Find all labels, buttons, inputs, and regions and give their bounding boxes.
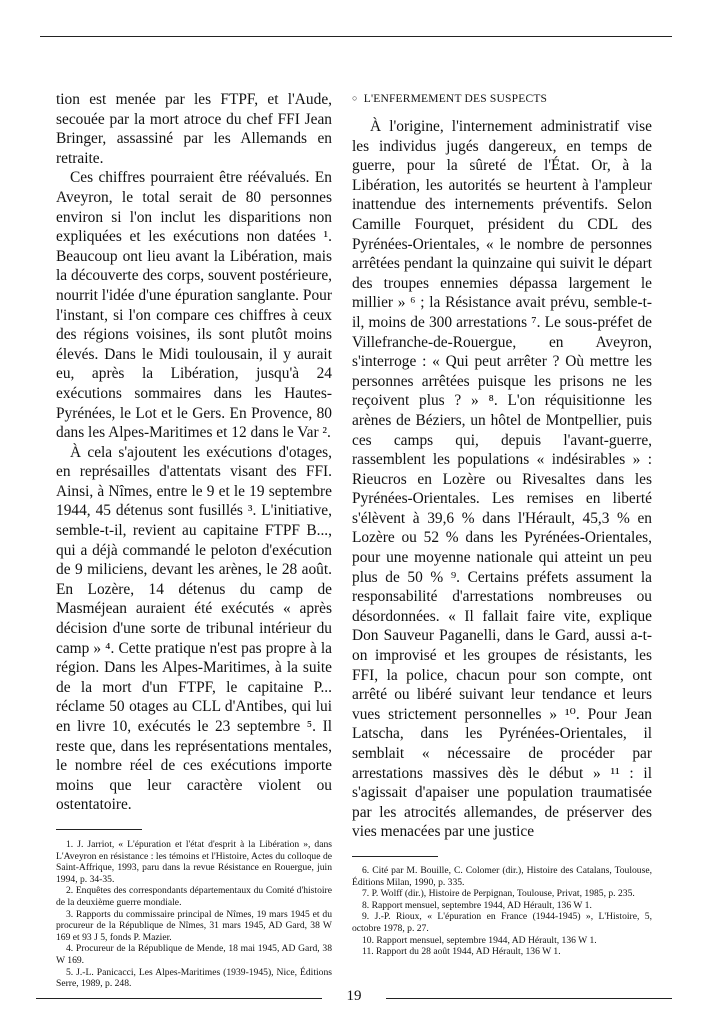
page-number: 19 — [346, 988, 362, 1004]
footnote-rule — [352, 856, 438, 857]
footnote: 2. Enquêtes des correspondants départementaux du Comité d'histoire de la deuxième guerre mondiale. — [56, 885, 332, 908]
header-rule — [40, 36, 672, 37]
right-footnotes — [352, 865, 652, 958]
section-title — [352, 90, 652, 107]
footnote-rule — [56, 829, 142, 830]
paragraph: Ces chiffres pourraient être réévalués. En Aveyron, le total serait de 80 personnes environ si l'on inclut les disparitions non expliquées et les exécutions non datées ¹. Beaucoup ont lieu avant la Libération, mais la découverte des corps, souvent postérieure, nourrit l'idée d'une épuration sanglante. Pour l'instant, si l'on compare ces chiffres à ceux des régions voisines, ils sont plutôt moins élevés. Dans le Midi toulousain, il y aurait eu, après la Libération, jusqu'à 24 exécutions sommaires dans les Hautes-Pyrénées, le Lot et le Gers. En Provence, 80 dans les Alpes-Maritimes et 12 dans le Var ². — [56, 169, 332, 442]
footnote: 3. Rapports du commissaire principal de Nîmes, 19 mars 1945 et du procureur de la République de Nîmes, 31 mars 1945, AD Gard, 38 W 169 et 93 J 5, fonds P. Mazier. — [56, 908, 332, 943]
footnote: 4. Procureur de la République de Mende, 18 mai 1945, AD Gard, 38 W 169. — [56, 943, 332, 966]
footnote: 5. J.-L. Panicacci, Les Alpes-Maritimes (1939-1945), Nice, Éditions Serre, 1989, p. 248. — [56, 966, 332, 990]
footer-rule-right — [386, 998, 672, 999]
page-footer — [36, 988, 672, 1008]
footnote: 11. Rapport du 28 août 1944, AD Hérault, 136 W 1. — [362, 946, 561, 958]
footnote: 9. J.-P. Rioux, « L'épuration en France (1944-1945) », L'Histoire, 5, octobre 1978, p. 27. — [352, 911, 652, 934]
footnote: 10. Rapport mensuel, septembre 1944, AD Hérault, 136 W 1. — [362, 934, 597, 946]
footnote: 6. Cité par M. Bouille, C. Colomer (dir.), Histoire des Catalans, Toulouse, Éditions Milan, 1990, p. 335. — [352, 864, 652, 888]
left-column — [56, 90, 332, 990]
section-title-text: L'ENFERMEMENT DES SUSPECTS — [363, 93, 548, 105]
circle-bullet-icon: ○ — [352, 93, 358, 103]
footer-rule-left — [36, 998, 322, 999]
paragraph: À cela s'ajoutent les exécutions d'otages, en représailles d'attentats visant des FFI. Ainsi, à Nîmes, entre le 9 et le 19 septembre 1944, 45 détenus sont fusillés ³. L'initiative, semble-t-il, revient au capitaine FTPF B..., qui a déjà commandé le peloton d'exécution de 9 miliciens, devant les arènes, le 28 août. En Lozère, 14 détenus du camp de Masméjean auraient été exécutés « après décision d'une sorte de tribunal intérieur du camp » ⁴. Cette pratique n'est pas propre à la région. Dans les Alpes-Maritimes, à la suite de la mort d'un FTPF, le capitaine P... réclame 50 otages au CLL d'Antibes, qui lui en livre 10, exécutés le 23 septembre ⁵. Il reste que, dans les représentations mentales, le nombre réel de ces exécutions importe moins que leur caractère violent ou ostentatoire. — [56, 443, 332, 814]
footnote: 7. P. Wolff (dir.), Histoire de Perpignan, Toulouse, Privat, 1985, p. 235. — [362, 888, 635, 900]
paragraph: À l'origine, l'internement administratif vise les individus jugés dangereux, en temps de guerre, pour la sûreté de l'État. Or, à la Libération, les autorités se heurtent à l'ampleur inattendue des internements préventifs. Selon Camille Fourquet, président du CDL des Pyrénées-Orientales, « le nombre de personnes arrêtées pendant la quinzaine qui suivit le départ des troupes ennemies dépassa largement le millier » ⁶ ; la Résistance avait prévu, semble-t-il, moins de 300 arrestations ⁷. Le sous-préfet de Villefranche-de-Rouergue, en Aveyron, s'interroge : « Qui peut arrêter ? Où mettre les personnes arrêtées puisque les prisons ne les reçoivent plus ? » ⁸. L'on réquisitionne les arènes de Béziers, un hôtel de Montpellier, puis ces camps qui, depuis l'avant-guerre, rassemblent les populations « indésirables » : Rieucros en Lozère ou Rivesaltes dans les Pyrénées-Orientales. Les remises en liberté s'élèvent à 39,6 % dans l'Hérault, 45,3 % en Lozère ou 52 % dans les Pyrénées-Orientales, pour une moyenne nationale qui atteint un peu plus de 50 % ⁹. Certains préfets assument la responsabilité d'arrestations nombreuses ou désordonnées. « Il fallait faire vite, explique Don Sauveur Paganelli, dans le Gard, aussi a-t-on improvisé et les groupes de résistants, les FFI, la police, chacun pour son compte, ont arrêté ou libéré suivant leur tendance et leurs vues strictement personnelles » ¹⁰. Pour Jean Latscha, dans les Pyrénées-Orientales, il semblait « nécessaire de procéder par arrestations massives dès le début » ¹¹ : il s'agissait d'apaiser une population traumatisée par les atrocités allemandes, de préserver des vies menacées par une justice — [352, 118, 652, 841]
right-column — [352, 90, 652, 958]
footnote: 1. J. Jarriot, « L'épuration et l'état d'esprit à la Libération », dans L'Aveyron en résistance : les témoins et l'Histoire, Actes du colloque de Saint-Affrique, 1993, paru dans la revue Résistance en Rouergue, juin 1994, p. 34-35. — [56, 838, 332, 885]
left-footnotes — [56, 839, 332, 990]
paragraph: tion est menée par les FTPF, et l'Aude, secouée par la mort atroce du chef FFI Jean Bringer, assassiné par les Allemands en retraite. — [56, 91, 332, 167]
left-body-text — [56, 90, 332, 815]
right-body-text — [352, 117, 652, 842]
footnote: 8. Rapport mensuel, septembre 1944, AD Hérault, 136 W 1. — [362, 899, 592, 911]
